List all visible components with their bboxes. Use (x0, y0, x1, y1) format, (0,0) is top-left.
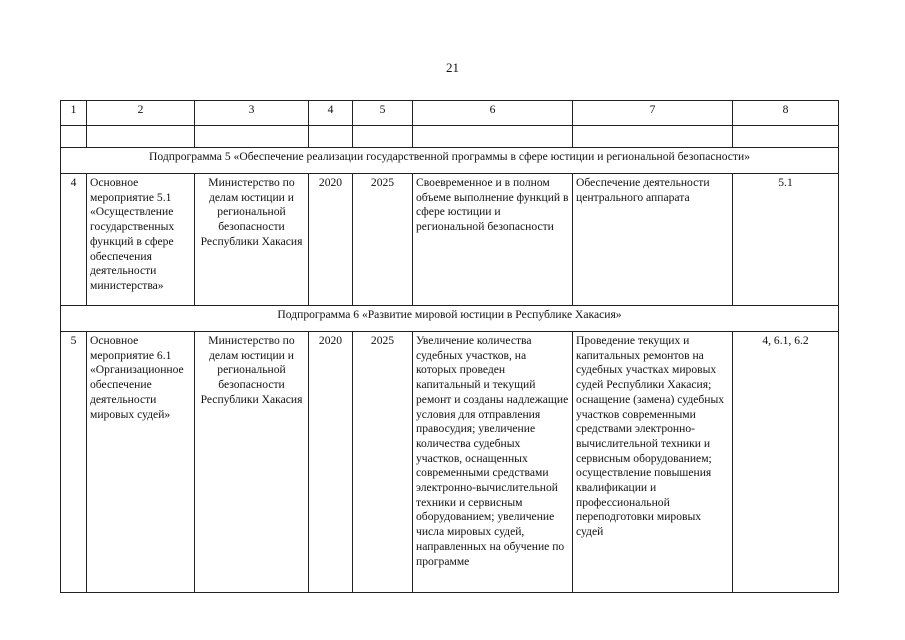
table-header-row (61, 101, 839, 126)
program-table (60, 100, 839, 593)
subprogram-row (61, 148, 839, 174)
end-year-cell: 2025 (353, 174, 413, 306)
header-cell: 7 (573, 101, 733, 126)
table-row (61, 332, 839, 593)
subprogram-6-title: Подпрограмма 6 «Развитие мировой юстиции в Республике Хакасия» (61, 306, 839, 332)
empty-cell (195, 126, 309, 148)
start-year-cell: 2020 (309, 332, 353, 593)
header-cell: 1 (61, 101, 87, 126)
directions-cell: Проведение текущих и капитальных ремонтов на судебных участках мировых судей Республики Хакасия; оснащение (замена) судебных участков современными средствами электронно-вычислительной техники и сервисным оборудованием; осуществление повышения квалификации и профессиональной переподготовки мировых судей (573, 332, 733, 593)
expected-result-cell: Своевременное и в полном объеме выполнение функций в сфере юстиции и региональной безопасности (413, 174, 573, 306)
header-cell: 8 (733, 101, 839, 126)
header-cell: 3 (195, 101, 309, 126)
empty-cell (573, 126, 733, 148)
executor-cell: Министерство по делам юстиции и региональной безопасности Республики Хакасия (195, 174, 309, 306)
end-year-cell: 2025 (353, 332, 413, 593)
row-number: 5 (61, 332, 87, 593)
empty-cell (309, 126, 353, 148)
header-cell: 4 (309, 101, 353, 126)
indicators-cell: 4, 6.1, 6.2 (733, 332, 839, 593)
empty-cell (87, 126, 195, 148)
start-year-cell: 2020 (309, 174, 353, 306)
executor-cell: Министерство по делам юстиции и региональной безопасности Республики Хакасия (195, 332, 309, 593)
page-number: 21 (446, 60, 459, 75)
header-cell: 5 (353, 101, 413, 126)
table-row (61, 174, 839, 306)
event-cell: Основное мероприятие 6.1 «Организационное обеспечение деятельности мировых судей» (87, 332, 195, 593)
empty-cell (61, 126, 87, 148)
header-cell: 2 (87, 101, 195, 126)
subprogram-row (61, 306, 839, 332)
indicators-cell: 5.1 (733, 174, 839, 306)
expected-result-cell: Увеличение количества судебных участков, на которых проведен капитальный и текущий ремонт и созданы надлежащие условия для отправления правосудия; увеличение количества судебных участков, оснащенных современными средствами электронно-вычислительной техники и сервисным оборудованием; увеличение числа мировых судей, направленных на обучение по программе (413, 332, 573, 593)
empty-cell (413, 126, 573, 148)
event-cell: Основное мероприятие 5.1 «Осуществление государственных функций в сфере обеспечения деятельности министерства» (87, 174, 195, 306)
blank-row (61, 126, 839, 148)
directions-cell: Обеспечение деятельности центрального аппарата (573, 174, 733, 306)
empty-cell (733, 126, 839, 148)
empty-cell (353, 126, 413, 148)
header-cell: 6 (413, 101, 573, 126)
subprogram-5-title: Подпрограмма 5 «Обеспечение реализации государственной программы в сфере юстиции и региональной безопасности» (61, 148, 839, 174)
row-number: 4 (61, 174, 87, 306)
